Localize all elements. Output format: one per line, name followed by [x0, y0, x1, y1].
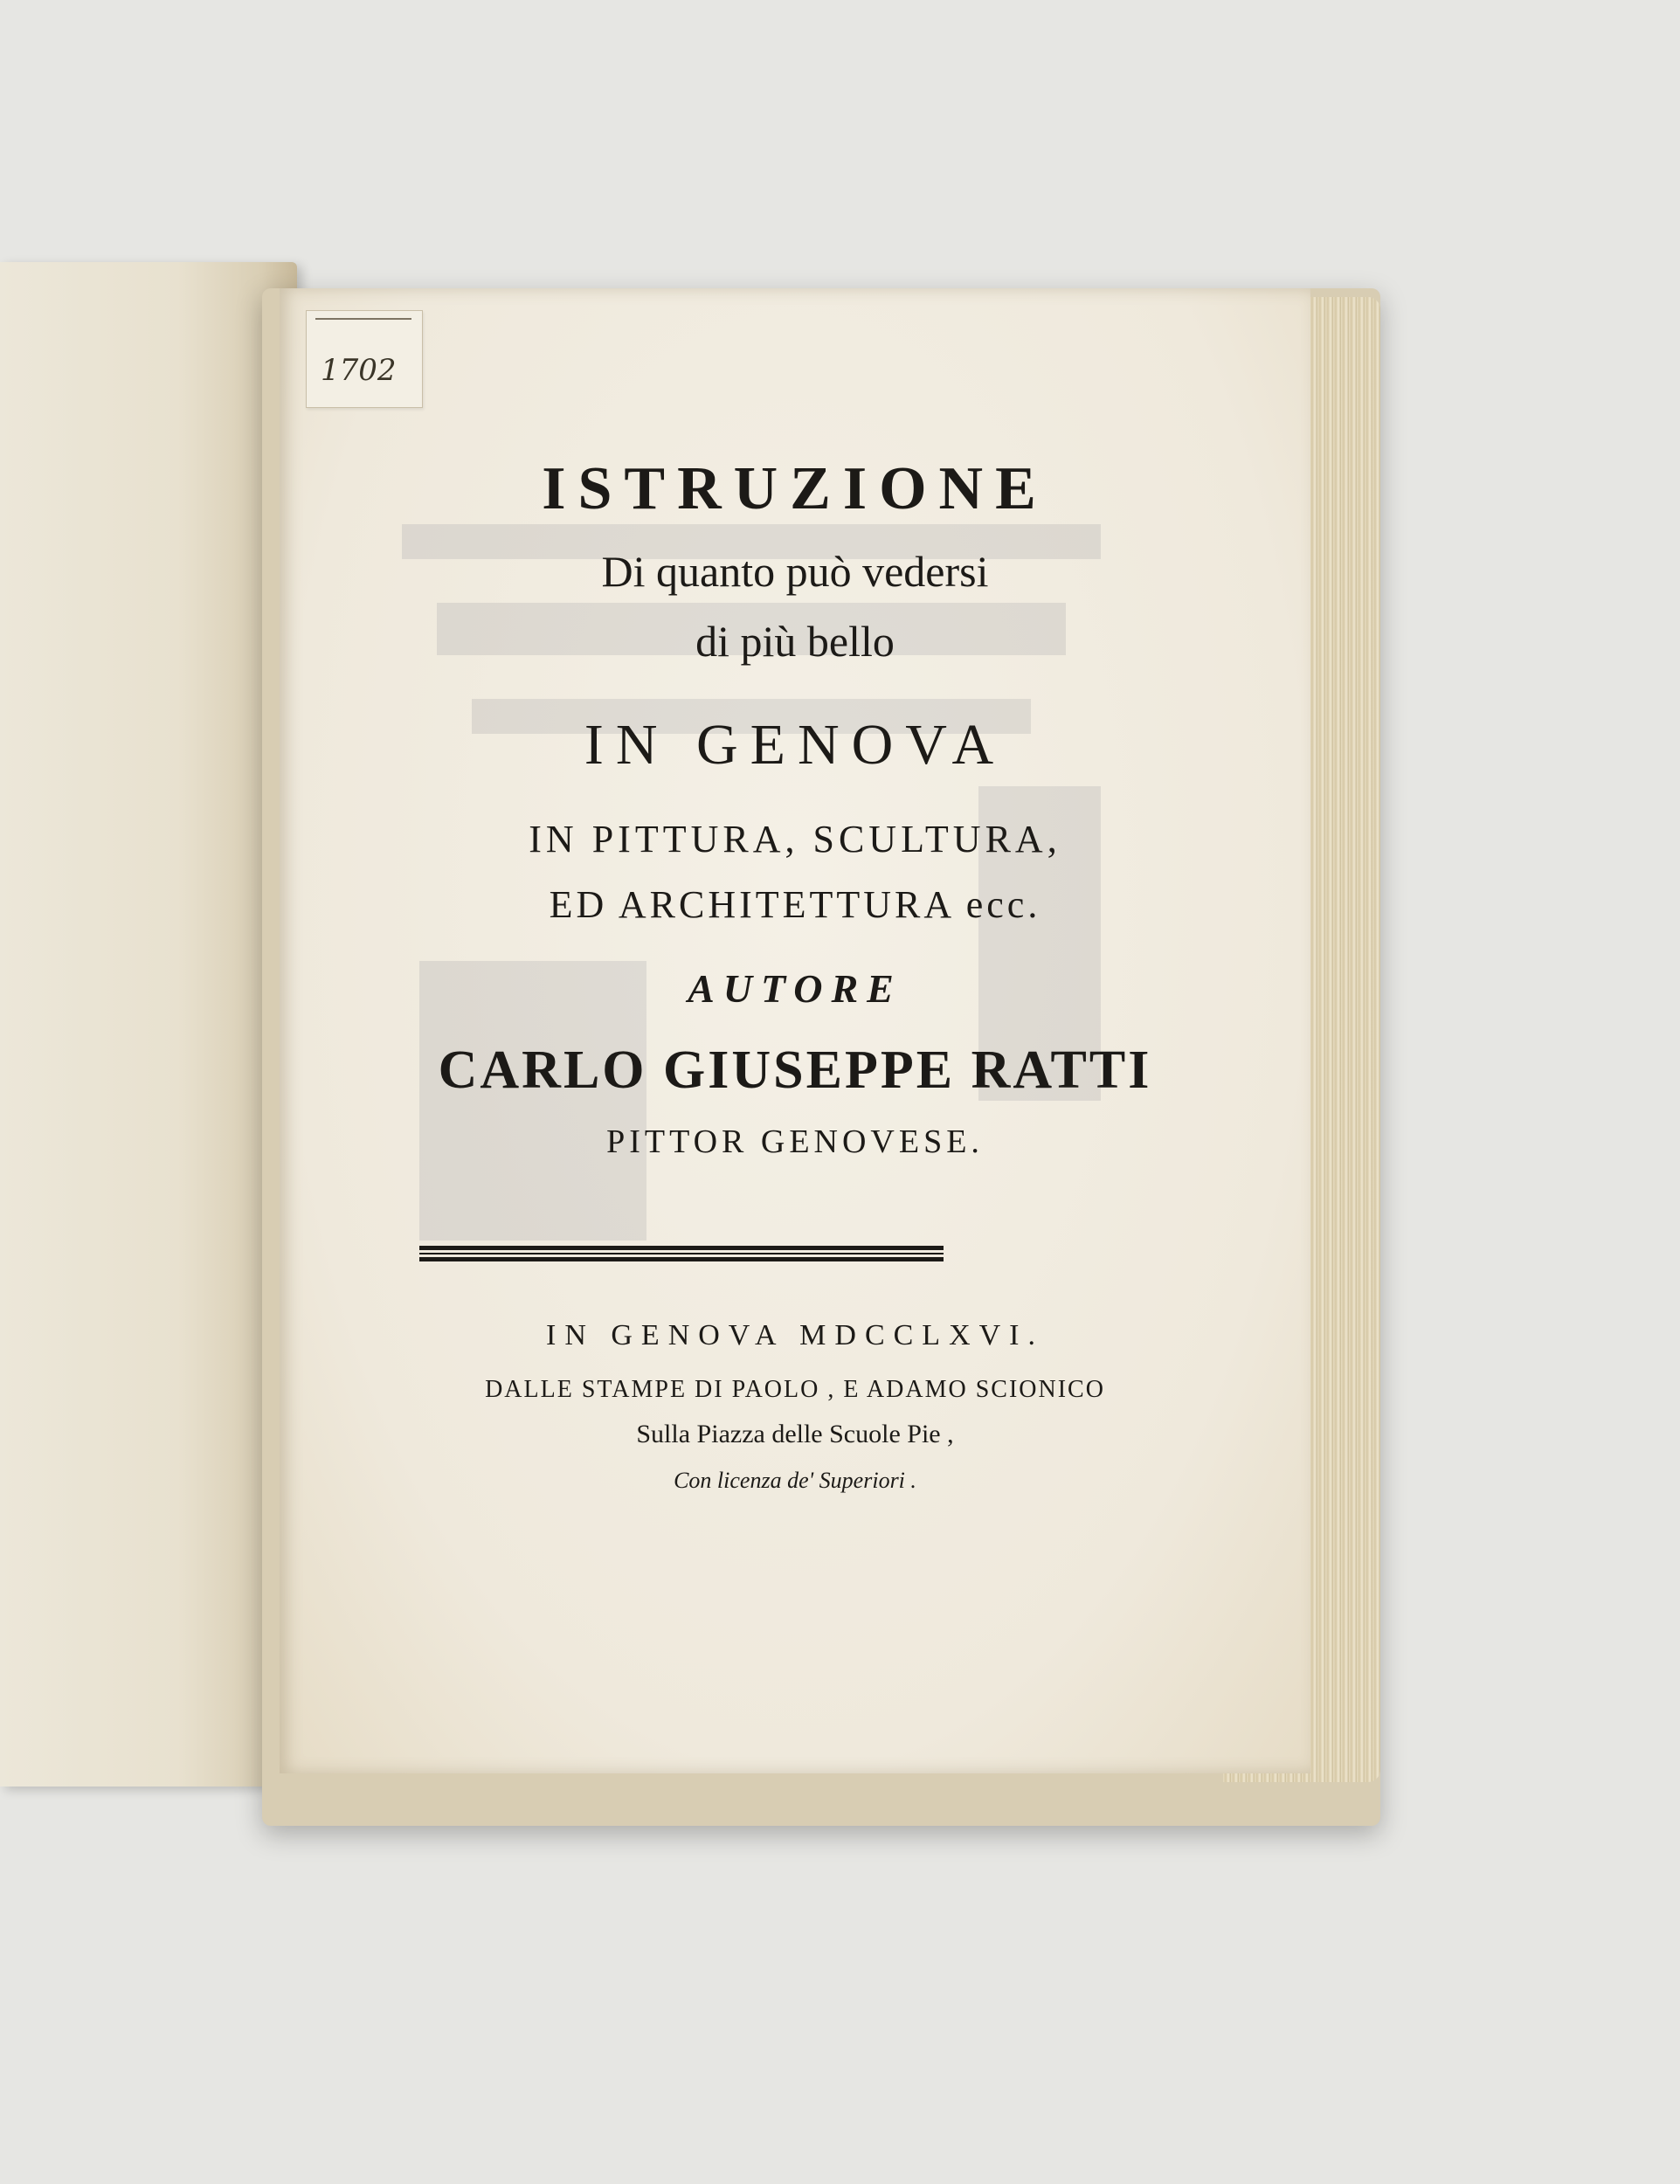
title-line-5: IN PITTURA, SCULTURA,: [529, 818, 1061, 860]
left-page: [0, 262, 297, 1787]
title-line-2: Di quanto può vedersi: [601, 547, 989, 596]
title-line-4: IN GENOVA: [584, 713, 1006, 777]
shelfmark-number: 1702: [321, 353, 397, 388]
imprint-printers: DALLE STAMPE DI PAOLO , E ADAMO SCIONICO: [485, 1376, 1105, 1403]
imprint-place-date: IN GENOVA MDCCLXVI.: [546, 1319, 1044, 1351]
title-line-1: ISTRUZIONE: [542, 455, 1048, 522]
author-description: PITTOR GENOVESE.: [606, 1123, 984, 1160]
imprint-address: Sulla Piazza delle Scuole Pie ,: [636, 1420, 954, 1448]
imprint-license: Con licenza de' Superiori .: [674, 1468, 916, 1493]
ornamental-rule: [419, 1245, 944, 1262]
shelfmark-label: [306, 310, 423, 408]
title-line-3: di più bello: [695, 617, 895, 666]
label-rule: [315, 318, 411, 320]
author-name: CARLO GIUSEPPE RATTI: [438, 1040, 1152, 1100]
author-heading: AUTORE: [688, 966, 902, 1011]
title-line-6: ED ARCHITETTURA ecc.: [549, 883, 1041, 926]
